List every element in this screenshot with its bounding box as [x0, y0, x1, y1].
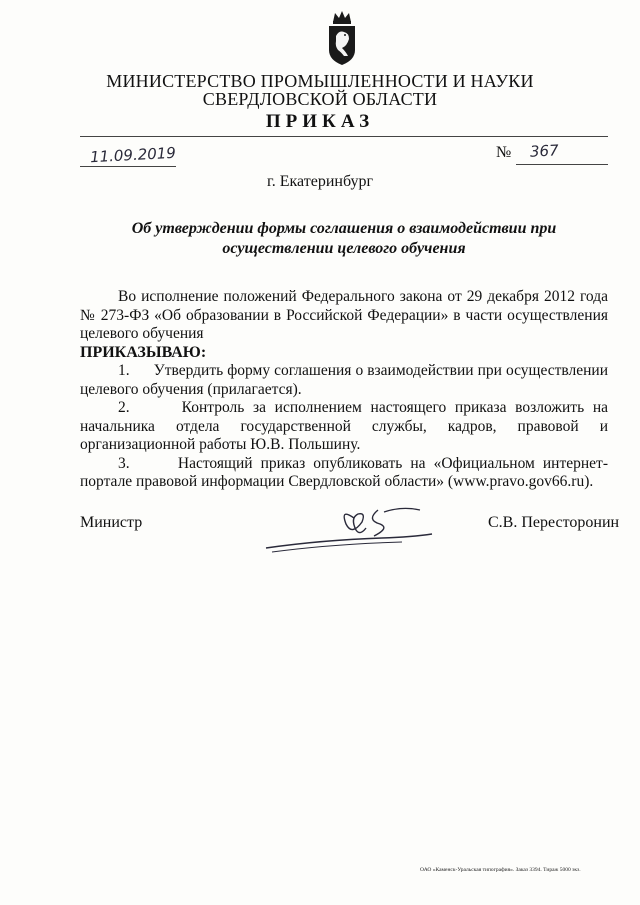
- header-divider: [80, 136, 608, 137]
- city: г. Екатеринбург: [266, 173, 374, 190]
- item-text: Контроль за исполнением настоящего приказа возложить на начальника отдела государственной службы, кадров, правовой и организационной работы Ю.В. Польшину.: [80, 399, 608, 453]
- item-number: 2.: [118, 399, 130, 416]
- number-underline: [516, 164, 608, 165]
- coat-of-arms-icon: [322, 8, 362, 68]
- list-item: [80, 399, 608, 455]
- order-subject: Об утверждении формы соглашения о взаимодействии при осуществлении целевого обучения: [131, 220, 557, 257]
- ministry-name-line2: СВЕРДЛОВСКОЙ ОБЛАСТИ: [202, 89, 438, 109]
- handwritten-signature: [262, 500, 452, 558]
- number-label: №: [496, 144, 512, 161]
- ministry-name-line1: МИНИСТЕРСТВО ПРОМЫШЛЕННОСТИ И НАУКИ: [106, 71, 534, 91]
- list-item: [80, 455, 608, 492]
- signatory-title: Министр: [80, 514, 143, 531]
- date-underline: [80, 166, 176, 167]
- item-number: 1.: [118, 362, 130, 379]
- handwritten-date: 11.09.2019: [89, 143, 177, 167]
- preamble: Во исполнение положений Федерального закона от 29 декабря 2012 года № 273-ФЗ «Об образовании в Российской Федерации» в части осуществления целевого обучения: [80, 288, 608, 342]
- item-text: Утвердить форму соглашения о взаимодействии при осуществлении целевого обучения (прилагается).: [80, 362, 608, 398]
- item-number: 3.: [118, 454, 130, 472]
- document-type-title: ПРИКАЗ: [265, 111, 375, 132]
- signatory-name: С.В. Пересторонин: [488, 514, 620, 531]
- printer-imprint: ОАО «Каменск-Уральская типография». Заказ 3394. Тираж 5000 экз.: [420, 867, 581, 873]
- item-text: Настоящий приказ опубликовать на «Официальном интернет-портале правовой информации Свердловской области» (www.pravo.gov66.ru).: [80, 454, 608, 490]
- order-body: [80, 288, 608, 492]
- directive-heading: ПРИКАЗЫВАЮ:: [80, 343, 207, 361]
- handwritten-order-number: 367: [529, 141, 560, 161]
- list-item: [80, 362, 608, 399]
